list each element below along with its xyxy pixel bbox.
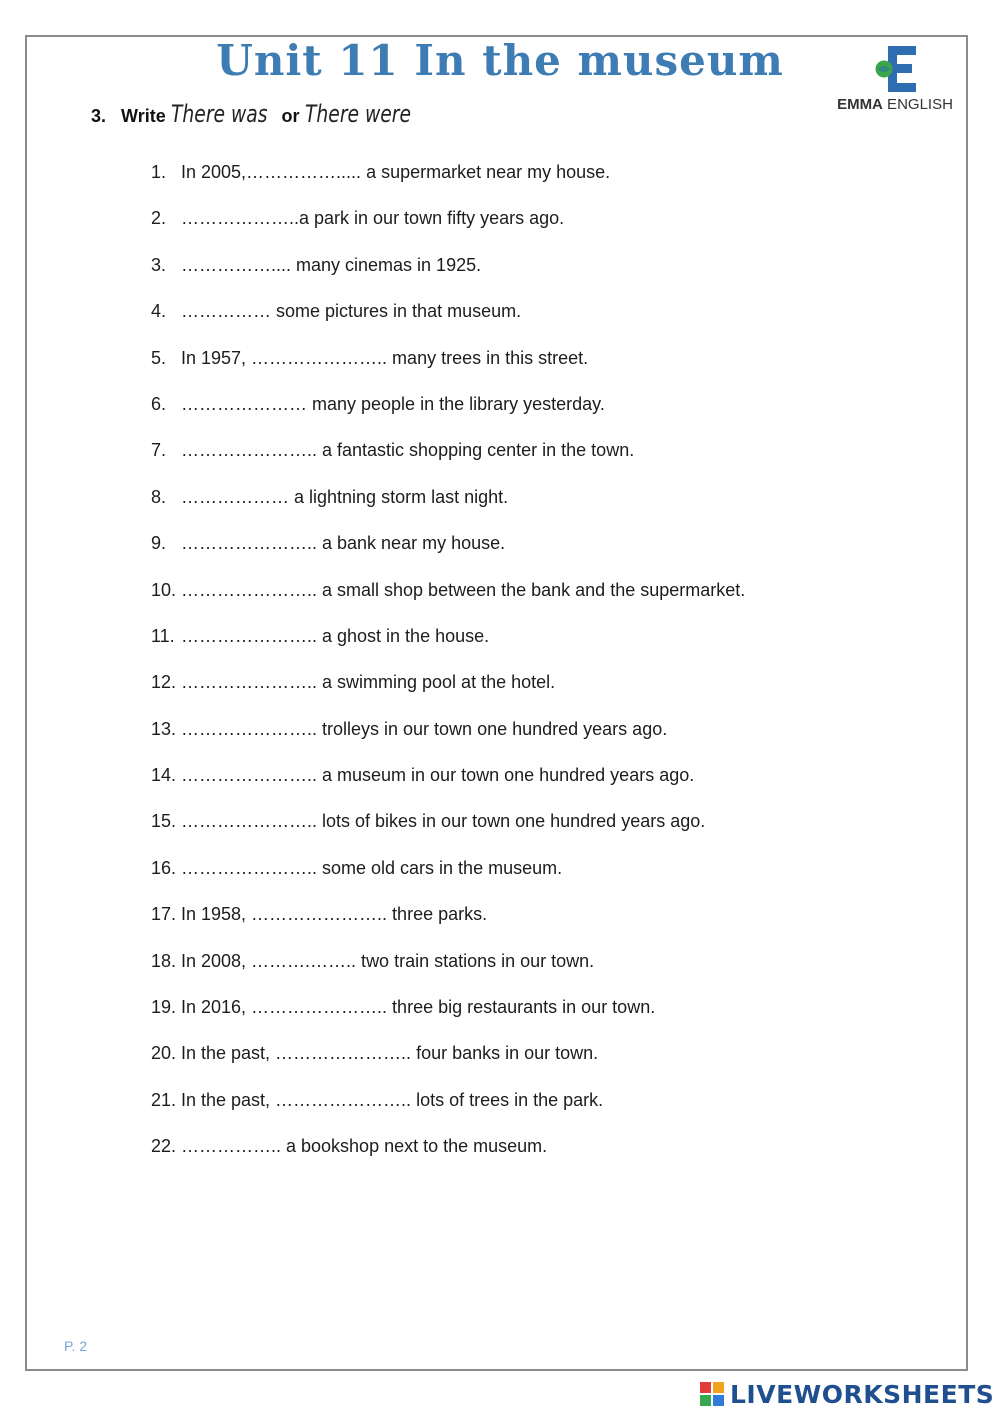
list-item: [151, 1136, 911, 1182]
item-text: In 1957, ………………….. many trees in this street.: [181, 347, 589, 368]
item-number: 13.: [151, 718, 177, 739]
item-text: In 2016, ………………….. three big restaurants in our town.: [181, 997, 656, 1018]
option-there-were: There were: [304, 100, 411, 128]
list-item: [151, 394, 911, 440]
item-text: ………………..a park in our town fifty years ago.: [181, 208, 565, 229]
list-item: [151, 997, 911, 1043]
list-item: [151, 208, 911, 254]
item-number: 8.: [151, 486, 167, 507]
item-number: 5.: [151, 347, 167, 368]
item-number: 12.: [151, 672, 177, 693]
item-number: 2.: [151, 208, 167, 229]
liveworksheets-wordmark: LIVEWORKSHEETS: [730, 1379, 995, 1409]
logo-wordmark: [832, 96, 958, 113]
item-text: ………………….. a fantastic shopping center in the town.: [181, 440, 635, 461]
instruction-write: Write: [121, 106, 166, 126]
item-number: 16.: [151, 857, 177, 878]
liveworksheets-logo-icon: [700, 1382, 724, 1406]
logo-brand-bold: EMMA: [837, 96, 883, 113]
list-item: [151, 858, 911, 904]
item-text: ………………….. a small shop between the bank and the supermarket.: [181, 579, 746, 600]
item-text: In 2008, ……….…….. two train stations in our town.: [181, 950, 595, 971]
item-text: In the past, ………………….. lots of trees in the park.: [181, 1089, 604, 1110]
list-item: [151, 487, 911, 533]
item-text: ……………… a lightning storm last night.: [181, 486, 509, 507]
item-text: ………………….. trolleys in our town one hundred years ago.: [181, 718, 668, 739]
list-item: [151, 533, 911, 579]
list-item: [151, 719, 911, 765]
option-there-was: There was: [170, 100, 268, 128]
page-title: Unit 11 In the museum: [216, 36, 784, 85]
list-item: [151, 301, 911, 347]
instruction-or: or: [281, 106, 300, 126]
item-number: 3.: [151, 254, 167, 275]
list-item: [151, 440, 911, 486]
item-text: ………………….. a ghost in the house.: [181, 625, 490, 646]
item-text: ………………….. a bank near my house.: [181, 533, 506, 554]
item-text: ………………….. some old cars in the museum.: [181, 857, 563, 878]
item-text: ………………….. a swimming pool at the hotel.: [181, 672, 556, 693]
item-text: …………… some pictures in that museum.: [181, 301, 522, 322]
item-text: In 2005,……………..... a supermarket near my house.: [181, 162, 611, 182]
emma-english-logo: [832, 44, 958, 114]
item-number: 11.: [151, 625, 175, 646]
item-text: In the past, ………………….. four banks in our town.: [181, 1043, 599, 1064]
item-number: 4.: [151, 301, 167, 322]
list-item: [151, 904, 911, 950]
list-item: [151, 1043, 911, 1089]
item-text: …………….... many cinemas in 1925.: [181, 254, 482, 275]
item-number: 9.: [151, 533, 167, 554]
item-text: ………………….. a museum in our town one hundred years ago.: [181, 765, 695, 786]
item-number: 19.: [151, 997, 177, 1018]
list-item: [151, 626, 911, 672]
list-item: [151, 672, 911, 718]
list-item: [151, 162, 911, 208]
item-number: 17.: [151, 904, 177, 925]
item-number: 14.: [151, 765, 177, 786]
item-number: 7.: [151, 440, 167, 461]
list-item: [151, 765, 911, 811]
exercise-number: 3.: [91, 106, 107, 126]
list-item: [151, 255, 911, 301]
list-item: [151, 951, 911, 997]
emma-english-logo-icon: [874, 44, 918, 94]
liveworksheets-brand[interactable]: [700, 1378, 994, 1410]
logo-brand-regular: ENGLISH: [882, 96, 953, 113]
item-number: 22.: [151, 1136, 177, 1157]
item-number: 21.: [151, 1089, 177, 1110]
item-number: 6.: [151, 393, 167, 414]
item-number: 1.: [151, 162, 167, 182]
item-text: …………….. a bookshop next to the museum.: [181, 1136, 548, 1157]
exercise-list: [151, 162, 911, 1183]
item-text: ………………… many people in the library yesterday.: [181, 393, 605, 414]
list-item: [151, 580, 911, 626]
item-text: In 1958, ………………….. three parks.: [181, 904, 488, 925]
list-item: [151, 348, 911, 394]
item-text: ………………….. lots of bikes in our town one hundred years ago.: [181, 811, 706, 832]
item-number: 18.: [151, 950, 177, 971]
item-number: 20.: [151, 1043, 177, 1064]
page-number: P. 2: [64, 1338, 88, 1354]
list-item: [151, 1090, 911, 1136]
item-number: 10.: [151, 579, 177, 600]
item-number: 15.: [151, 811, 177, 832]
list-item: [151, 811, 911, 857]
exercise-instruction: [91, 100, 422, 128]
